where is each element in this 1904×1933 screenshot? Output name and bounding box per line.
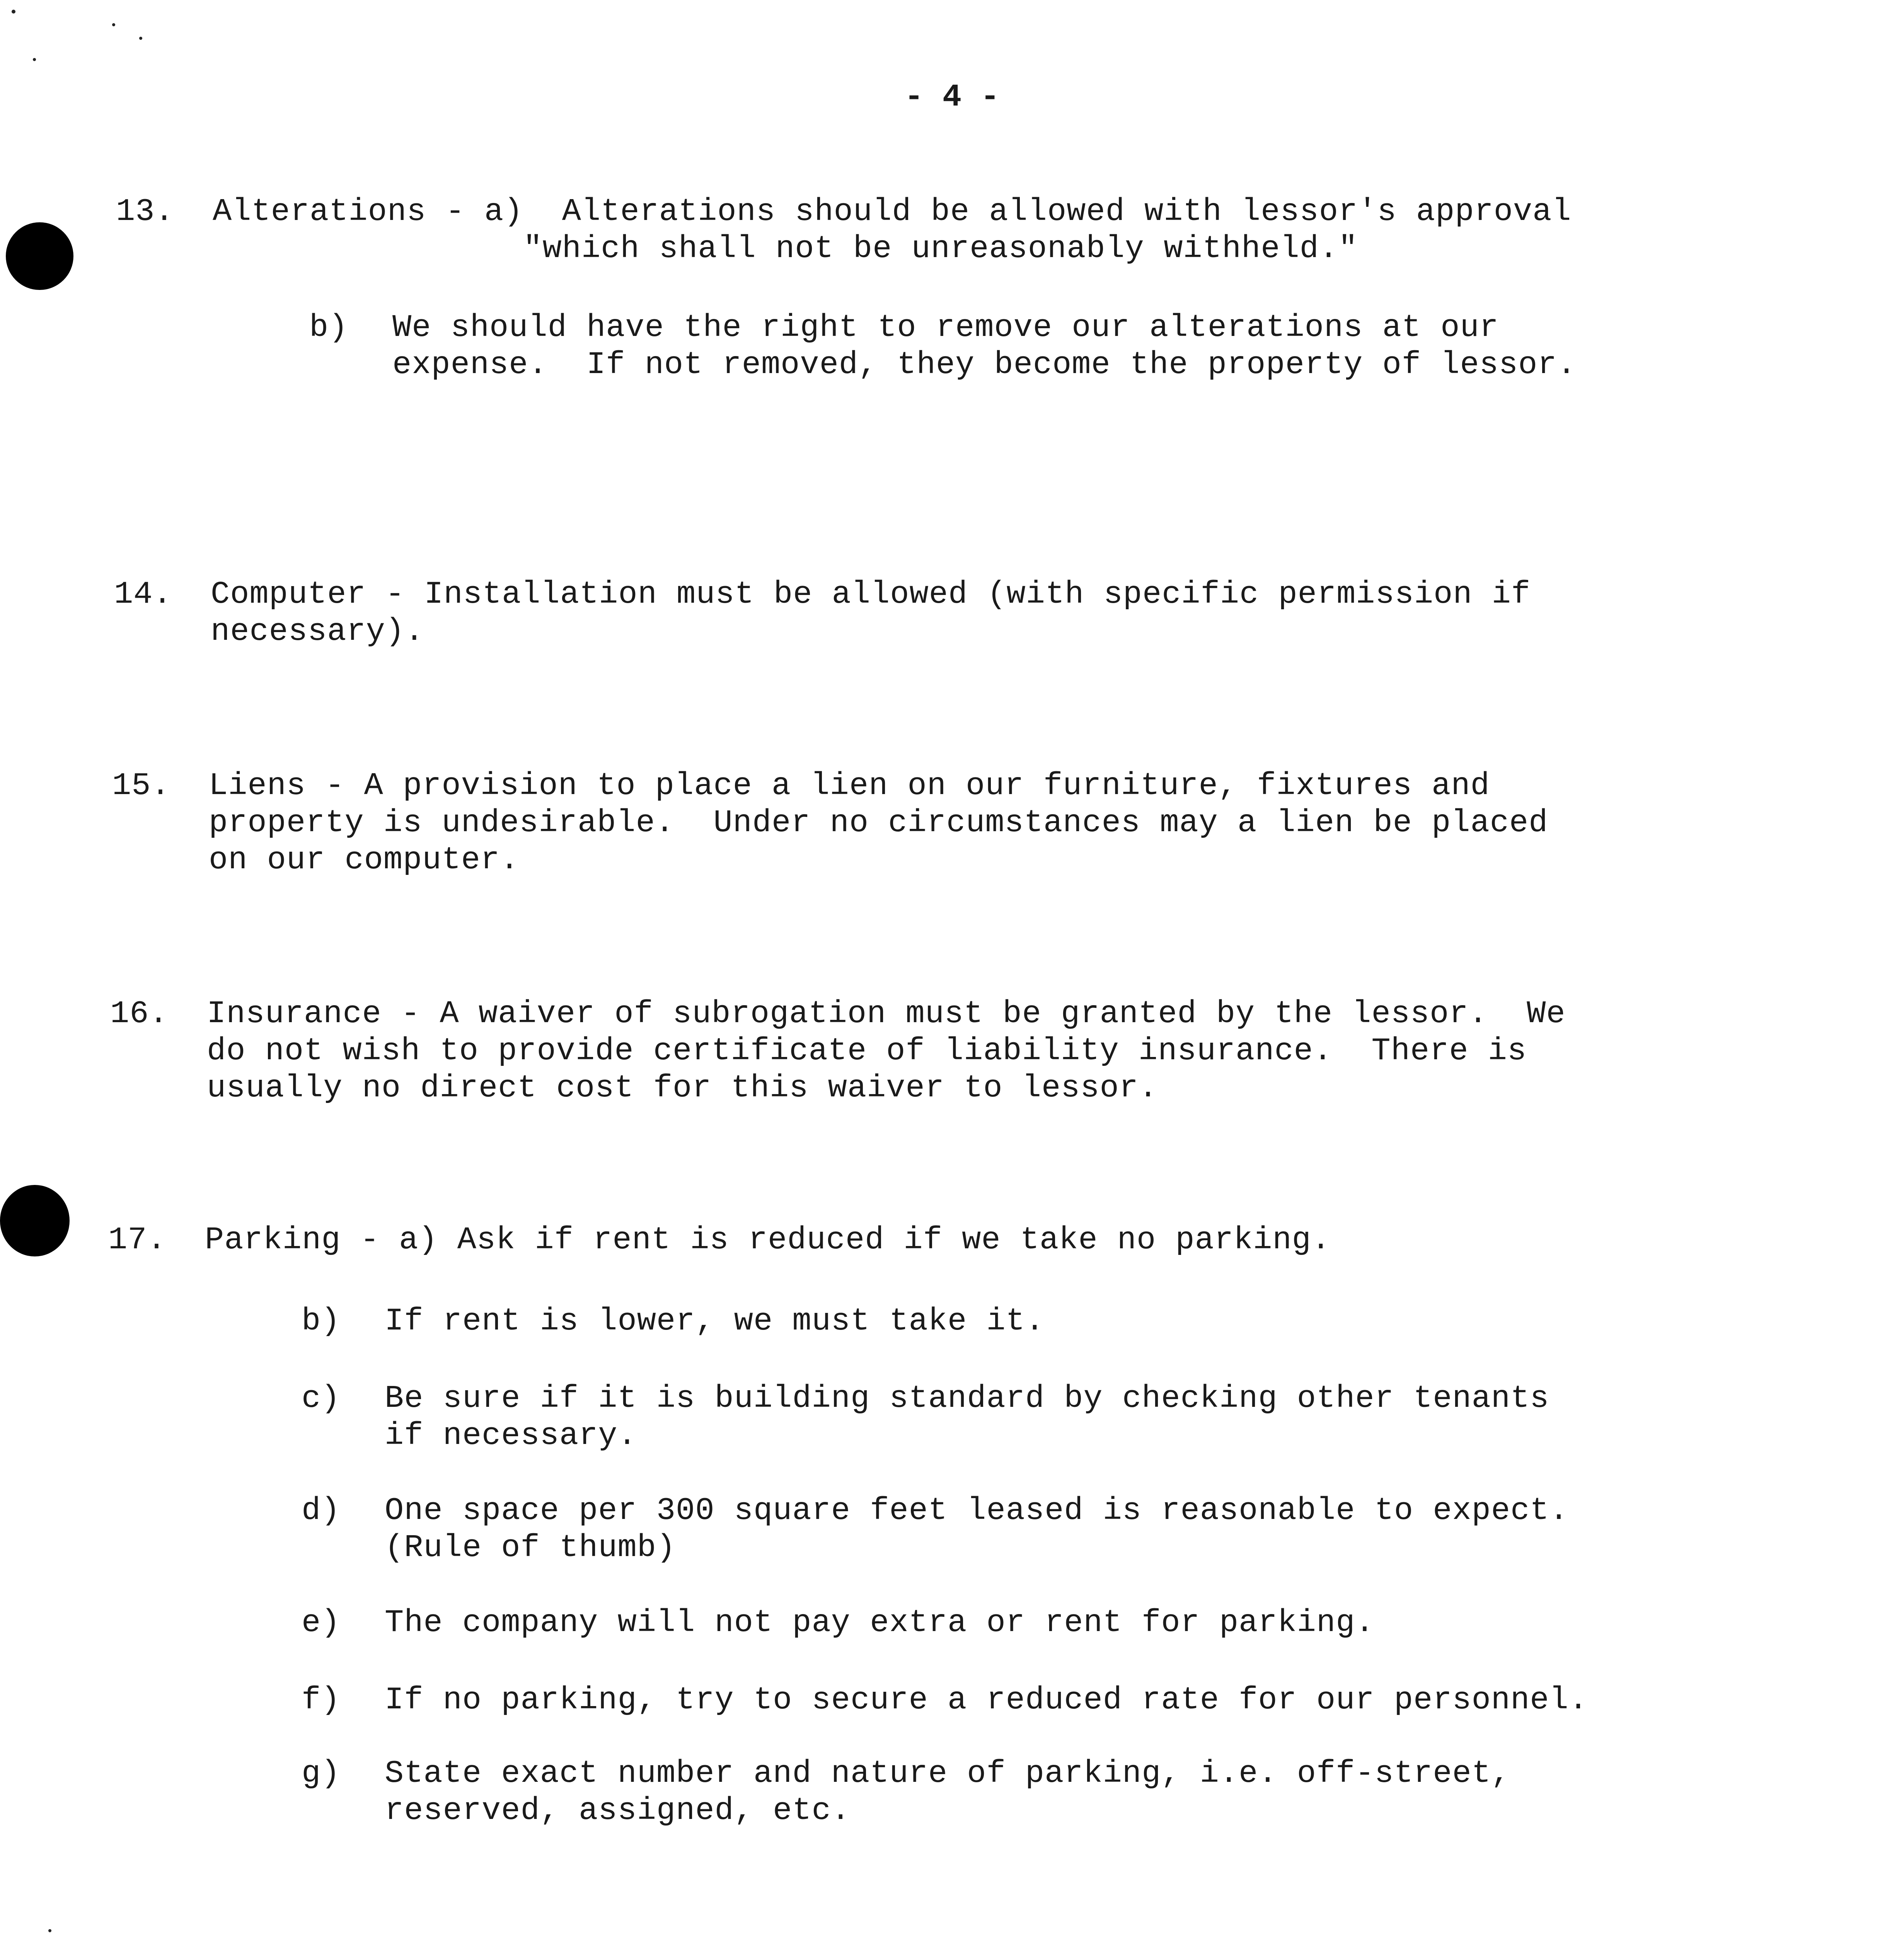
page-number: - 4 - [904, 79, 1000, 115]
sub-text: If rent is lower, we must take it. [385, 1303, 1045, 1339]
item-number: 16. [110, 996, 169, 1032]
item-text: Parking - a) Ask if rent is reduced if we take no parking. [205, 1222, 1331, 1258]
sub-letter: b) [309, 310, 348, 346]
punch-hole-top [6, 222, 73, 290]
sub-letter: c) [302, 1381, 341, 1417]
scan-speck [48, 1929, 51, 1932]
sub-letter: d) [302, 1493, 341, 1529]
sub-text: If no parking, try to secure a reduced rate for our personnel. [385, 1682, 1588, 1718]
item-text: Insurance - A waiver of subrogation must be granted by the lessor. We do not wish to provide certificate of liability insurance. There is usually no direct cost for this waiver to lessor. [207, 996, 1566, 1106]
item-text: Alterations - a) Alterations should be allowed with lessor's approval "which shall not be unreasonably withheld." [213, 194, 1572, 267]
sub-text: One space per 300 square feet leased is reasonable to expect. (Rule of thumb) [385, 1493, 1569, 1566]
item-text: Liens - A provision to place a lien on our furniture, fixtures and property is undesirable. Under no circumstances may a lien be placed on our computer. [209, 768, 1548, 878]
sub-letter: e) [302, 1605, 341, 1641]
sub-text: The company will not pay extra or rent for parking. [385, 1605, 1375, 1641]
item-number: 17. [108, 1222, 167, 1258]
sub-text: We should have the right to remove our alterations at our expense. If not removed, they become the property of lessor. [392, 310, 1577, 383]
item-text: Computer - Installation must be allowed (with specific permission if necessary). [211, 576, 1531, 649]
sub-letter: b) [302, 1303, 341, 1339]
sub-text: State exact number and nature of parking, i.e. off-street, reserved, assigned, etc. [385, 1756, 1511, 1829]
sub-letter: f) [302, 1682, 341, 1718]
scan-speck [33, 58, 36, 61]
scan-speck [12, 10, 15, 14]
sub-text: Be sure if it is building standard by checking other tenants if necessary. [385, 1381, 1549, 1454]
scan-speck [139, 37, 142, 40]
sub-letter: g) [302, 1756, 341, 1792]
item-number: 15. [112, 768, 170, 804]
item-number: 13. [116, 194, 174, 230]
scan-speck [112, 23, 115, 26]
item-number: 14. [114, 576, 172, 612]
punch-hole-middle [0, 1185, 70, 1256]
